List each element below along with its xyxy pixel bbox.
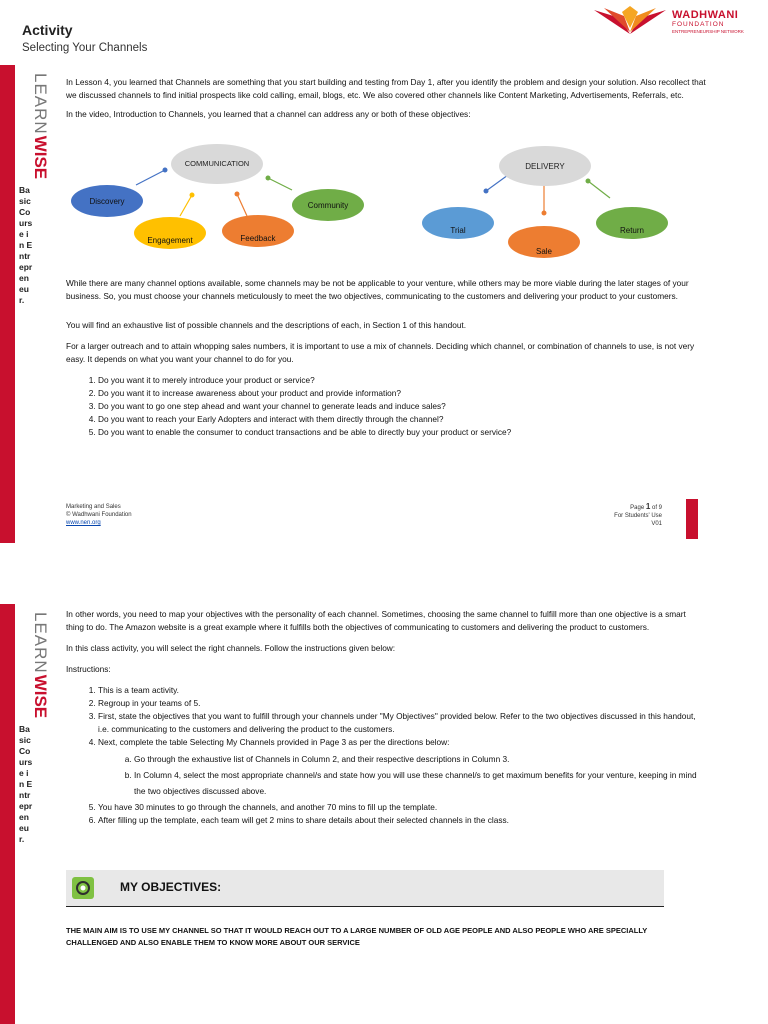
page2-text bbox=[66, 608, 706, 827]
wadhwani-logo bbox=[592, 6, 762, 38]
node-community: Community bbox=[307, 201, 349, 210]
body-text bbox=[66, 277, 706, 439]
page-1 bbox=[0, 65, 768, 543]
node-return: Return bbox=[619, 226, 645, 235]
footer-page-number bbox=[562, 503, 662, 512]
list-item: 4. Do you want to reach your Early Adopters and interact with them directly through the channel? bbox=[98, 413, 706, 426]
wadhwani-logo-mark-icon bbox=[592, 6, 668, 36]
paragraph: In the video, Introduction to Channels, you learned that a channel can address any or both of these objectives: bbox=[66, 109, 471, 119]
diagram-center-delivery: DELIVERY bbox=[525, 162, 565, 171]
sub-instruction-list bbox=[98, 751, 706, 799]
instruction-list bbox=[66, 684, 706, 827]
objectives-header bbox=[66, 870, 664, 907]
objectives-icon bbox=[72, 877, 94, 899]
footer-course: Marketing and Sales bbox=[66, 504, 121, 510]
sub-list-item: b. In Column 4, select the most appropriate channel/s and state how you will use these channel/s to get maximum benefits for your venture, keeping in mind the two objectives discussed above. bbox=[134, 767, 706, 799]
list-item: 2. Do you want it to increase awareness about your product and provide information? bbox=[98, 387, 706, 400]
intro-text bbox=[66, 76, 706, 127]
list-item: 3. First, state the objectives that you want to fulfill through your channels under "My Objectives" provided below. Refer to the two objectives discussed in this handout, i.e. communicating to the customers and delivering the product to the customers. bbox=[98, 710, 706, 736]
logo-tagline: ENTREPRENEURSHIP NETWORK bbox=[672, 29, 744, 34]
footer-use: For Students' Use bbox=[614, 513, 662, 519]
page-num: 1 bbox=[645, 502, 651, 511]
brand-wise: WISE bbox=[31, 135, 50, 180]
footer-left bbox=[66, 503, 132, 527]
page-2 bbox=[0, 604, 768, 1024]
course-caption: Basic Course in Entrepreneur. bbox=[19, 724, 33, 844]
list-item: 5. You have 30 minutes to go through the channels, and another 70 mins to fill up the template. bbox=[98, 801, 706, 814]
paragraph: In this class activity, you will select the right channels. Follow the instructions given below: bbox=[66, 643, 396, 653]
objectives-text: THE MAIN AIM IS TO USE MY CHANNEL SO THAT IT WOULD REACH OUT TO A LARGE NUMBER OF OLD AGE PEOPLE AND ALSO PEOPLE WHO ARE SPECIALLY CHALLENGED AND ALSO ENABLE THEM TO KNOW MORE ABOUT OUR SERVICE bbox=[66, 926, 648, 947]
list-item: 1. This is a team activity. bbox=[98, 684, 706, 697]
diagram-center-communication: COMMUNICATION bbox=[184, 159, 250, 168]
page-corner-tab bbox=[686, 499, 698, 539]
page-prefix: Page bbox=[630, 505, 645, 511]
node-engagement: Engagement bbox=[147, 236, 193, 245]
instructions-label: Instructions: bbox=[66, 664, 111, 674]
node-sale: Sale bbox=[535, 247, 553, 256]
question-list bbox=[66, 374, 706, 439]
list-item: 5. Do you want to enable the consumer to conduct transactions and be able to directly buy your product or service? bbox=[98, 426, 706, 439]
list-item: 1. Do you want it to merely introduce your product or service? bbox=[98, 374, 706, 387]
node-discovery: Discovery bbox=[89, 197, 125, 206]
logo-name: WADHWANI bbox=[672, 9, 739, 21]
logo-sub: FOUNDATION bbox=[672, 21, 725, 28]
brand-learn: LEARN bbox=[31, 73, 50, 135]
list-item: 3. Do you want to go one step ahead and want your channel to generate leads and induce sales? bbox=[98, 400, 706, 413]
brand-learn: LEARN bbox=[31, 612, 50, 674]
page-title: Activity bbox=[22, 22, 73, 38]
list-item: 6. After filling up the template, each team will get 2 mins to share details about their selected channels in the class. bbox=[98, 814, 706, 827]
node-trial: Trial bbox=[450, 226, 466, 235]
footer-right bbox=[562, 503, 662, 528]
paragraph: You will find an exhaustive list of possible channels and the descriptions of each, in Section 1 of this handout. bbox=[66, 320, 467, 330]
footer-copyright: © Wadhwani Foundation bbox=[66, 512, 132, 518]
list-item: 2. Regroup in your teams of 5. bbox=[98, 697, 706, 710]
course-caption: Basic Course in Entrepreneur. bbox=[19, 185, 33, 305]
delivery-diagram bbox=[410, 143, 680, 265]
page-suffix: of 9 bbox=[651, 505, 662, 511]
left-red-bar bbox=[0, 65, 15, 543]
page-subtitle: Selecting Your Channels bbox=[22, 42, 148, 54]
paragraph: While there are many channel options available, some channels may be not be applicable to your venture, while others may be more viable during the later stages of your business. So, you must choose your channels meticulously to meet the two objectives, communicating to the customers and delivering your product to your customers. bbox=[66, 278, 689, 301]
objectives-title: MY OBJECTIVES: bbox=[120, 880, 222, 894]
paragraph: For a larger outreach and to attain whopping sales numbers, it is important to use a mix of channels. Deciding which channel, or combination of channels to use, is not very easy. It depends on what you want your channel to do for you. bbox=[66, 341, 695, 364]
step-text: Next, complete the table Selecting My Channels provided in Page 3 as per the directions below: bbox=[98, 737, 450, 747]
footer-version: V01 bbox=[651, 521, 662, 527]
communication-diagram bbox=[60, 143, 380, 265]
paragraph: In other words, you need to map your objectives with the personality of each channel. Sometimes, choosing the same channel to fulfill more than one objective is a smart thing to do. The Amazon website is a great example where it fulfills both the objectives of communicating to customers and delivering the product to customers. bbox=[66, 609, 686, 632]
node-feedback: Feedback bbox=[240, 234, 276, 243]
paragraph: In Lesson 4, you learned that Channels are something that you start building and testing from Day 1, after you identify the problem and design your solution. Also recollect that we discussed channels to find initial prospects like cold calling, email, blogs, etc. We also covered other channels like Content Marketing, Advertisements, Referrals, etc. bbox=[66, 77, 706, 100]
left-red-bar bbox=[0, 604, 15, 1024]
sub-list-item: a. Go through the exhaustive list of Channels in Column 2, and their respective descriptions in Column 3. bbox=[134, 751, 706, 767]
list-item bbox=[98, 736, 706, 799]
footer-link[interactable]: www.nen.org bbox=[66, 520, 101, 526]
brand-wise: WISE bbox=[31, 674, 50, 719]
